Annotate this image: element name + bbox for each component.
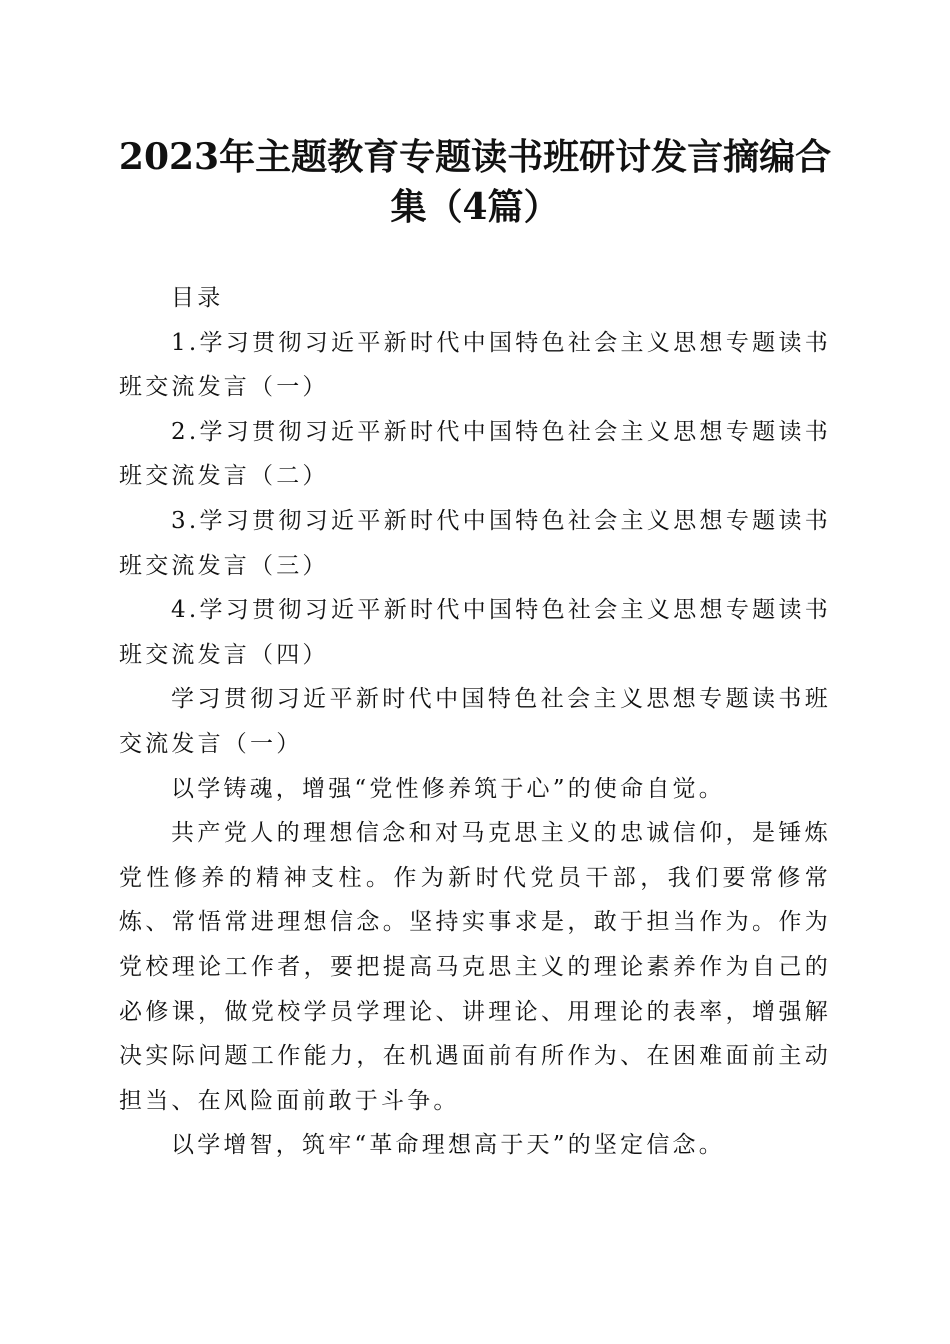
title-line-1: 2023年主题教育专题读书班研讨发言摘编合: [118, 136, 832, 178]
toc-item-2: 2.学习贯彻习近平新时代中国特色社会主义思想专题读书班交流发言（二）: [119, 418, 831, 490]
section-heading: 学习贯彻习近平新时代中国特色社会主义思想专题读书班交流发言（一）: [119, 686, 831, 757]
document-title: [100, 132, 850, 232]
paragraph: 以学铸魂，增强“党性修养筑于心”的使命自觉。: [171, 775, 725, 802]
toc-heading: 目录: [171, 285, 224, 311]
toc-item-3: 3.学习贯彻习近平新时代中国特色社会主义思想专题读书班交流发言（三）: [119, 507, 831, 579]
paragraph: 共产党人的理想信念和对马克思主义的忠诚信仰，是锤炼党性修养的精神支柱。作为新时代党员干部，我们要常修常炼、常悟常进理想信念。坚持实事求是，敢于担当作为。作为党校理论工作者，要把提高马克思主义的理论素养作为自己的必修课，做党校学员学理论、讲理论、用理论的表率，增强解决实际问题工作能力，在机遇面前有所作为、在困难面前主动担当、在风险面前敢于斗争。: [119, 820, 831, 1114]
toc-item-1: 1.学习贯彻习近平新时代中国特色社会主义思想专题读书班交流发言（一）: [119, 329, 831, 401]
paragraph: 以学增智，筑牢“革命理想高于天”的坚定信念。: [171, 1132, 725, 1159]
document-body: [119, 276, 831, 1168]
title-line-2: 集（4篇）: [390, 186, 560, 228]
toc-item-4: 4.学习贯彻习近平新时代中国特色社会主义思想专题读书班交流发言（四）: [119, 597, 831, 668]
